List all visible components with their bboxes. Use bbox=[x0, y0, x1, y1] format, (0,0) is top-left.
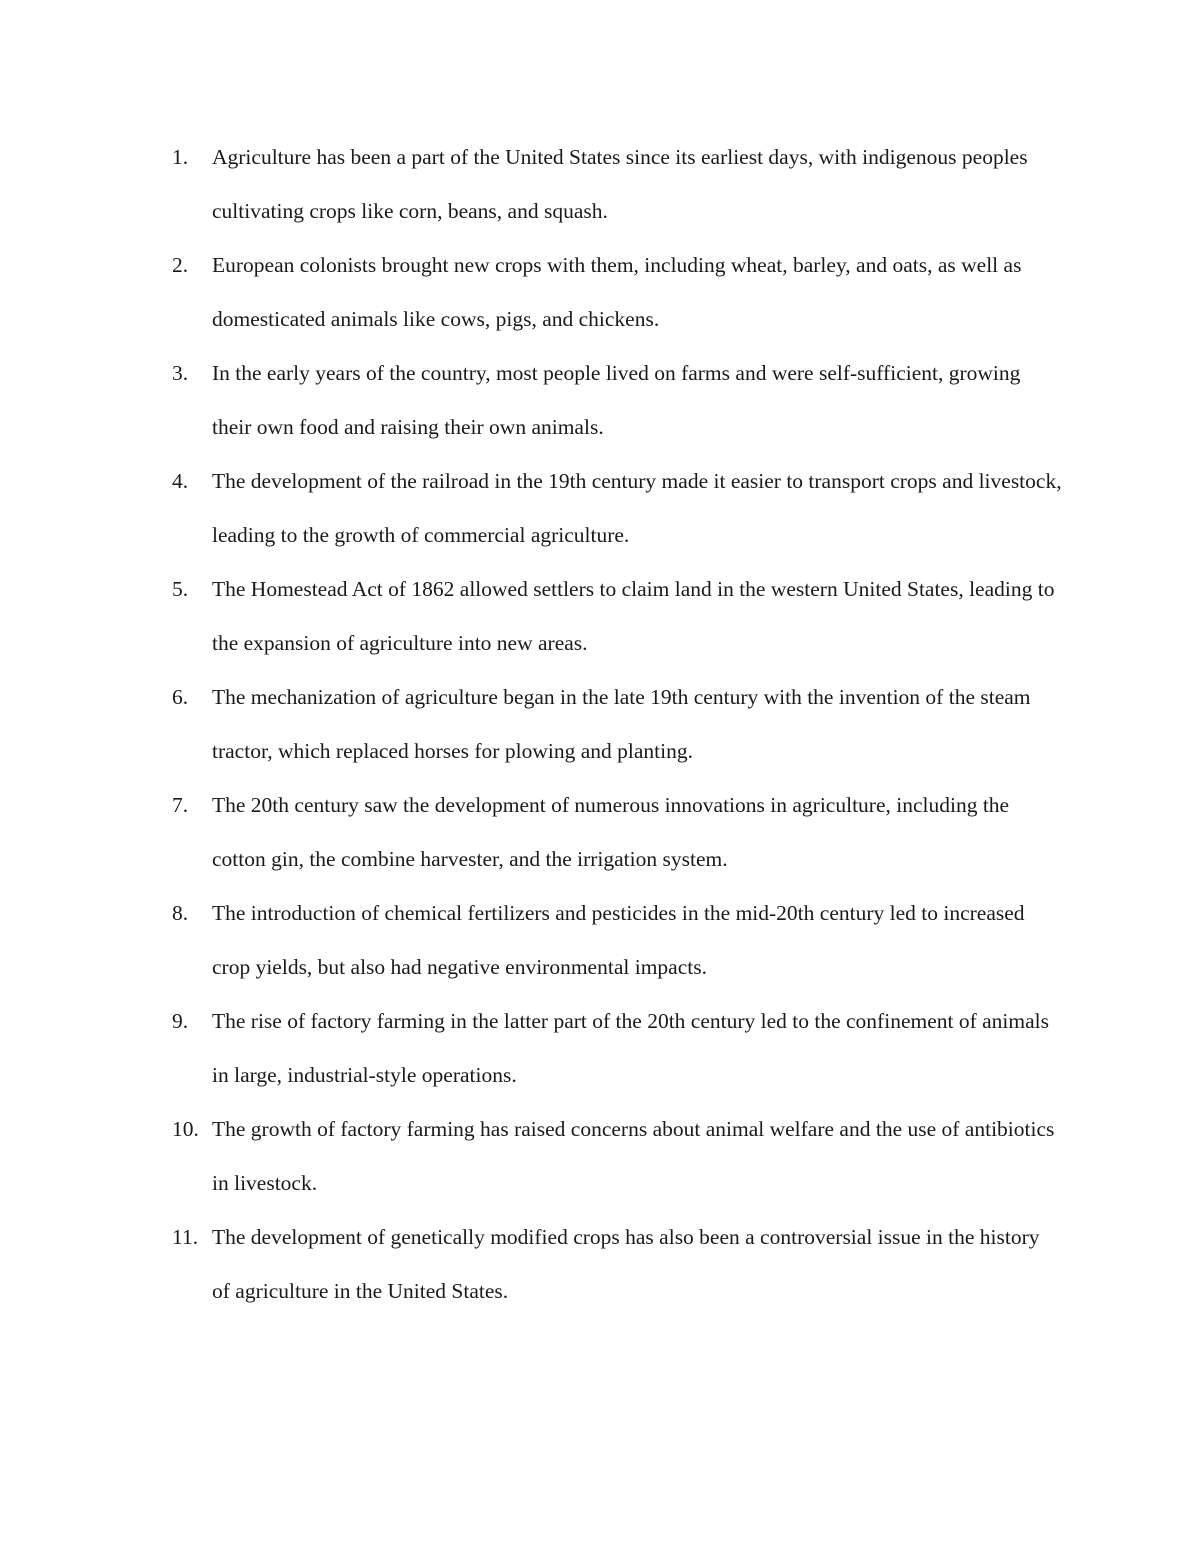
list-item-text: The development of the railroad in the 19th century made it easier to transport crops and livestock, leading to the growth of commercial agriculture. bbox=[212, 469, 1062, 547]
list-item bbox=[172, 778, 1062, 886]
list-item bbox=[172, 1210, 1062, 1318]
list-item-number: 4. bbox=[172, 469, 189, 493]
list-item bbox=[172, 994, 1062, 1102]
list-item bbox=[172, 130, 1062, 238]
list-item-text: The mechanization of agriculture began in the late 19th century with the invention of the steam tractor, which replaced horses for plowing and planting. bbox=[212, 685, 1031, 763]
list-item bbox=[172, 346, 1062, 454]
list-item-number: 11. bbox=[172, 1225, 199, 1249]
list-item-number: 5. bbox=[172, 577, 189, 601]
list-item-number: 10. bbox=[172, 1117, 199, 1141]
list-item-number: 6. bbox=[172, 685, 189, 709]
list-item-number: 1. bbox=[172, 145, 189, 169]
list-item bbox=[172, 238, 1062, 346]
list-item-text: The Homestead Act of 1862 allowed settlers to claim land in the western United States, leading to the expansion of agriculture into new areas. bbox=[212, 577, 1055, 655]
list-item bbox=[172, 886, 1062, 994]
list-item-text: The 20th century saw the development of numerous innovations in agriculture, including the cotton gin, the combine harvester, and the irrigation system. bbox=[212, 793, 1010, 871]
numbered-list bbox=[172, 130, 1062, 1318]
list-item-text: In the early years of the country, most people lived on farms and were self-sufficient, growing their own food and raising their own animals. bbox=[212, 361, 1021, 439]
list-item-text: European colonists brought new crops with them, including wheat, barley, and oats, as well as domesticated animals like cows, pigs, and chickens. bbox=[212, 253, 1022, 331]
list-item bbox=[172, 1102, 1062, 1210]
list-item-number: 8. bbox=[172, 901, 189, 925]
list-item-text: The rise of factory farming in the latter part of the 20th century led to the confinement of animals in large, industrial-style operations. bbox=[212, 1009, 1050, 1087]
list-item-text: The introduction of chemical fertilizers and pesticides in the mid-20th century led to increased crop yields, but also had negative environmental impacts. bbox=[212, 901, 1025, 979]
list-item-text: Agriculture has been a part of the United States since its earliest days, with indigenous peoples cultivating crops like corn, beans, and squash. bbox=[212, 145, 1028, 223]
list-item-text: The development of genetically modified crops has also been a controversial issue in the history of agriculture in the United States. bbox=[212, 1225, 1040, 1303]
list-item bbox=[172, 670, 1062, 778]
list-item-number: 2. bbox=[172, 253, 189, 277]
list-item-number: 7. bbox=[172, 793, 189, 817]
list-item bbox=[172, 562, 1062, 670]
list-item-number: 3. bbox=[172, 361, 189, 385]
list-item-number: 9. bbox=[172, 1009, 189, 1033]
list-item bbox=[172, 454, 1062, 562]
list-item-text: The growth of factory farming has raised concerns about animal welfare and the use of antibiotics in livestock. bbox=[212, 1117, 1055, 1195]
